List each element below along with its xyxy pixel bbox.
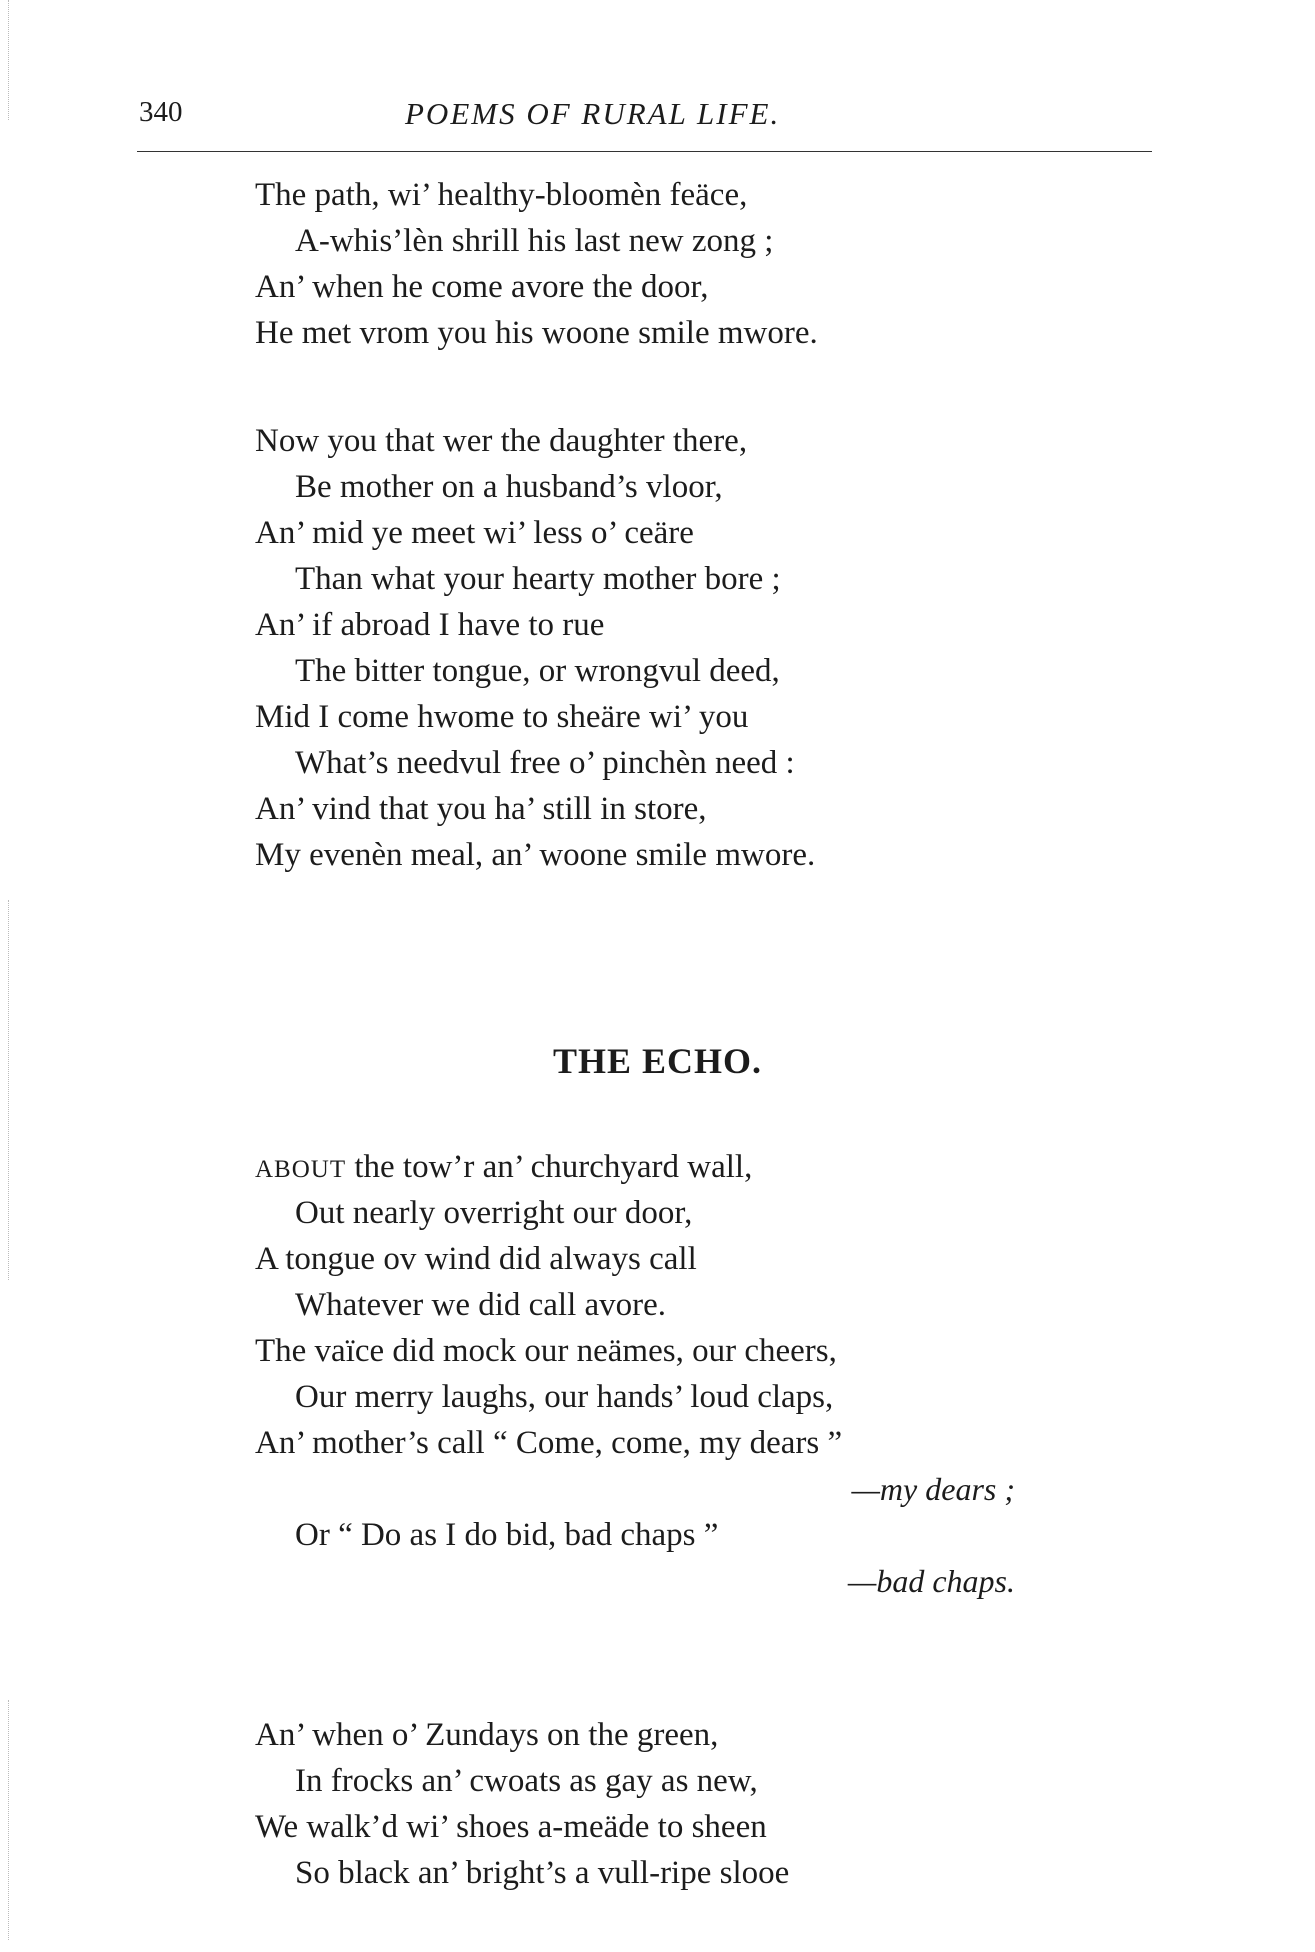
- verse-line: In frocks an’ cwoats as gay as new,: [295, 1763, 758, 1799]
- echo-line: —my dears ;: [851, 1471, 1015, 1507]
- verse-line: My evenèn meal, an’ woone smile mwore.: [255, 837, 816, 873]
- verse-line: Mid I come hwome to sheäre wi’ you: [255, 699, 749, 735]
- verse-line: Whatever we did call avore.: [295, 1287, 667, 1323]
- running-title: POEMS OF RURAL LIFE.: [405, 96, 781, 131]
- verse-line: So black an’ bright’s a vull-ripe slooe: [295, 1855, 790, 1891]
- stanza-3: [255, 1144, 1015, 1604]
- verse-line: An’ when o’ Zundays on the green,: [255, 1717, 719, 1753]
- verse-line: Or “ Do as I do bid, bad chaps ”: [295, 1517, 719, 1553]
- verse-line: What’s needvul free o’ pinchèn need :: [295, 745, 795, 781]
- poem-title: THE ECHO.: [552, 1041, 763, 1081]
- stanza-4: [255, 1712, 789, 1896]
- verse-line: Be mother on a husband’s vloor,: [295, 469, 723, 505]
- verse-line: The path, wi’ healthy-bloomèn feäce,: [255, 177, 748, 213]
- verse-line: An’ mid ye meet wi’ less o’ ceäre: [255, 515, 694, 551]
- header-rule: [137, 151, 1152, 152]
- verse-line: A-whis’lèn shrill his last new zong ;: [295, 223, 774, 259]
- verse-line: An’ vind that you ha’ still in store,: [255, 791, 707, 827]
- stanza-2: [255, 418, 815, 878]
- verse-line: [255, 1144, 1015, 1190]
- verse-line: We walk’d wi’ shoes a-meäde to sheen: [255, 1809, 767, 1845]
- verse-line: The bitter tongue, or wrongvul deed,: [295, 653, 780, 689]
- verse-line: Than what your hearty mother bore ;: [295, 561, 781, 597]
- verse-line: A tongue ov wind did always call: [255, 1241, 697, 1277]
- verse-line: Now you that wer the daughter there,: [255, 423, 748, 459]
- page-number: 340: [139, 96, 183, 128]
- echo-line: —bad chaps.: [847, 1563, 1015, 1599]
- verse-line: The vaïce did mock our neämes, our cheers,: [255, 1333, 837, 1369]
- scan-edge-mark: [8, 900, 10, 1280]
- page-header: [0, 96, 1315, 136]
- verse-line: Our merry laughs, our hands’ loud claps,: [295, 1379, 834, 1415]
- verse-line: He met vrom you his woone smile mwore.: [255, 315, 818, 351]
- verse-line: Out nearly overright our door,: [295, 1195, 693, 1231]
- scan-edge-mark: [8, 1700, 10, 1940]
- verse-line-rest: the tow’r an’ churchyard wall,: [346, 1149, 753, 1185]
- small-caps-opening: ABOUT: [255, 1156, 347, 1183]
- verse-line: An’ when he come avore the door,: [255, 269, 709, 305]
- stanza-1: [255, 172, 818, 356]
- verse-line: An’ mother’s call “ Come, come, my dears ”: [255, 1425, 843, 1461]
- verse-line: An’ if abroad I have to rue: [255, 607, 605, 643]
